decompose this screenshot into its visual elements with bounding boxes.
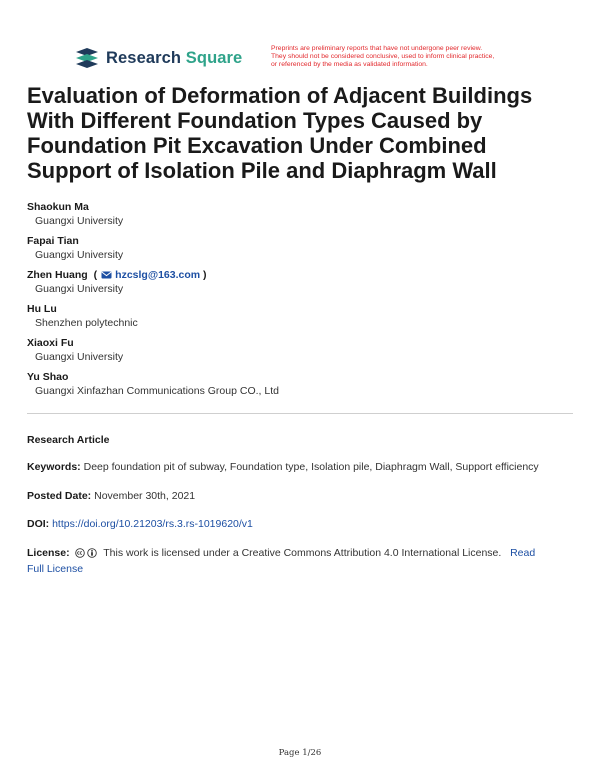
author-entry — [27, 199, 575, 233]
author-email-text: hzcslg@163.com — [115, 268, 201, 281]
author-entry — [27, 233, 575, 267]
author-name: Xiaoxi Fu — [27, 336, 74, 349]
author-entry — [27, 301, 575, 335]
logo-wordmark — [106, 49, 242, 68]
author-affiliation: Shenzhen polytechnic — [35, 317, 138, 329]
page-number: Page 1/26 — [278, 748, 322, 758]
author-affiliation: Guangxi Xinfazhan Communications Group CO., Ltd — [35, 385, 279, 397]
preprint-notice-line: They should not be considered conclusive, used to inform clinical practice, — [271, 53, 495, 61]
author-name: Hu Lu — [27, 302, 57, 315]
author-email-link[interactable] — [98, 268, 200, 282]
author-name: Yu Shao — [27, 370, 69, 383]
keywords-label: Keywords: — [27, 461, 81, 473]
posted-date-value: November 30th, 2021 — [94, 490, 196, 502]
license-label: License: — [27, 547, 70, 559]
envelope-icon — [101, 271, 112, 279]
paren-open: ( — [93, 268, 98, 281]
author-entry — [27, 335, 575, 369]
cc-icons — [75, 548, 99, 558]
author-email-wrap — [94, 268, 207, 282]
attribution-icon — [87, 548, 97, 558]
doi-label: DOI: — [27, 518, 50, 530]
author-name: Zhen Huang — [27, 268, 88, 281]
read-full-license-part1: Read — [510, 547, 536, 559]
doi-link[interactable]: https://doi.org/10.21203/rs.3.rs-1019620/v1 — [52, 518, 253, 530]
research-square-logo-icon — [74, 47, 100, 69]
author-list — [27, 199, 575, 403]
paren-close: ) — [200, 268, 207, 281]
author-entry — [27, 267, 575, 301]
posted-date-label: Posted Date: — [27, 490, 92, 502]
creative-commons-icon — [75, 548, 85, 558]
author-affiliation: Guangxi University — [35, 283, 124, 295]
paper-title: Evaluation of Deformation of Adjacent Buildings With Different Foundation Types Caused by Foundation Pit Excavation Under Combined Support of Isolation Pile and Diaphragm Wall — [27, 83, 533, 183]
section-divider — [27, 413, 573, 414]
author-affiliation: Guangxi University — [35, 215, 124, 227]
logo-brand-text: Research — [106, 48, 182, 67]
preprint-notice-line: Preprints are preliminary reports that have not undergone peer review. — [271, 45, 483, 52]
keywords-value: Deep foundation pit of subway, Foundation type, Isolation pile, Diaphragm Wall, Support efficiency — [83, 461, 539, 473]
preprint-notice-line: or referenced by the media as validated information. — [271, 61, 428, 69]
author-entry — [27, 369, 575, 403]
author-name: Fapai Tian — [27, 234, 79, 247]
author-affiliation: Guangxi University — [35, 351, 124, 363]
doi-row — [27, 517, 575, 531]
article-type: Research Article — [27, 434, 110, 446]
posted-date-row — [27, 489, 575, 503]
author-name: Shaokun Ma — [27, 200, 89, 213]
logo-accent-text: Square — [185, 48, 243, 67]
author-name-row — [27, 267, 575, 282]
author-affiliation: Guangxi University — [35, 249, 124, 261]
license-row — [27, 545, 575, 577]
preprint-notice — [271, 45, 531, 70]
read-full-license-part2: Full License — [27, 563, 84, 575]
research-square-logo[interactable] — [74, 47, 242, 69]
keywords-row — [27, 460, 575, 474]
license-text: This work is licensed under a Creative Commons Attribution 4.0 International License. — [103, 547, 502, 559]
